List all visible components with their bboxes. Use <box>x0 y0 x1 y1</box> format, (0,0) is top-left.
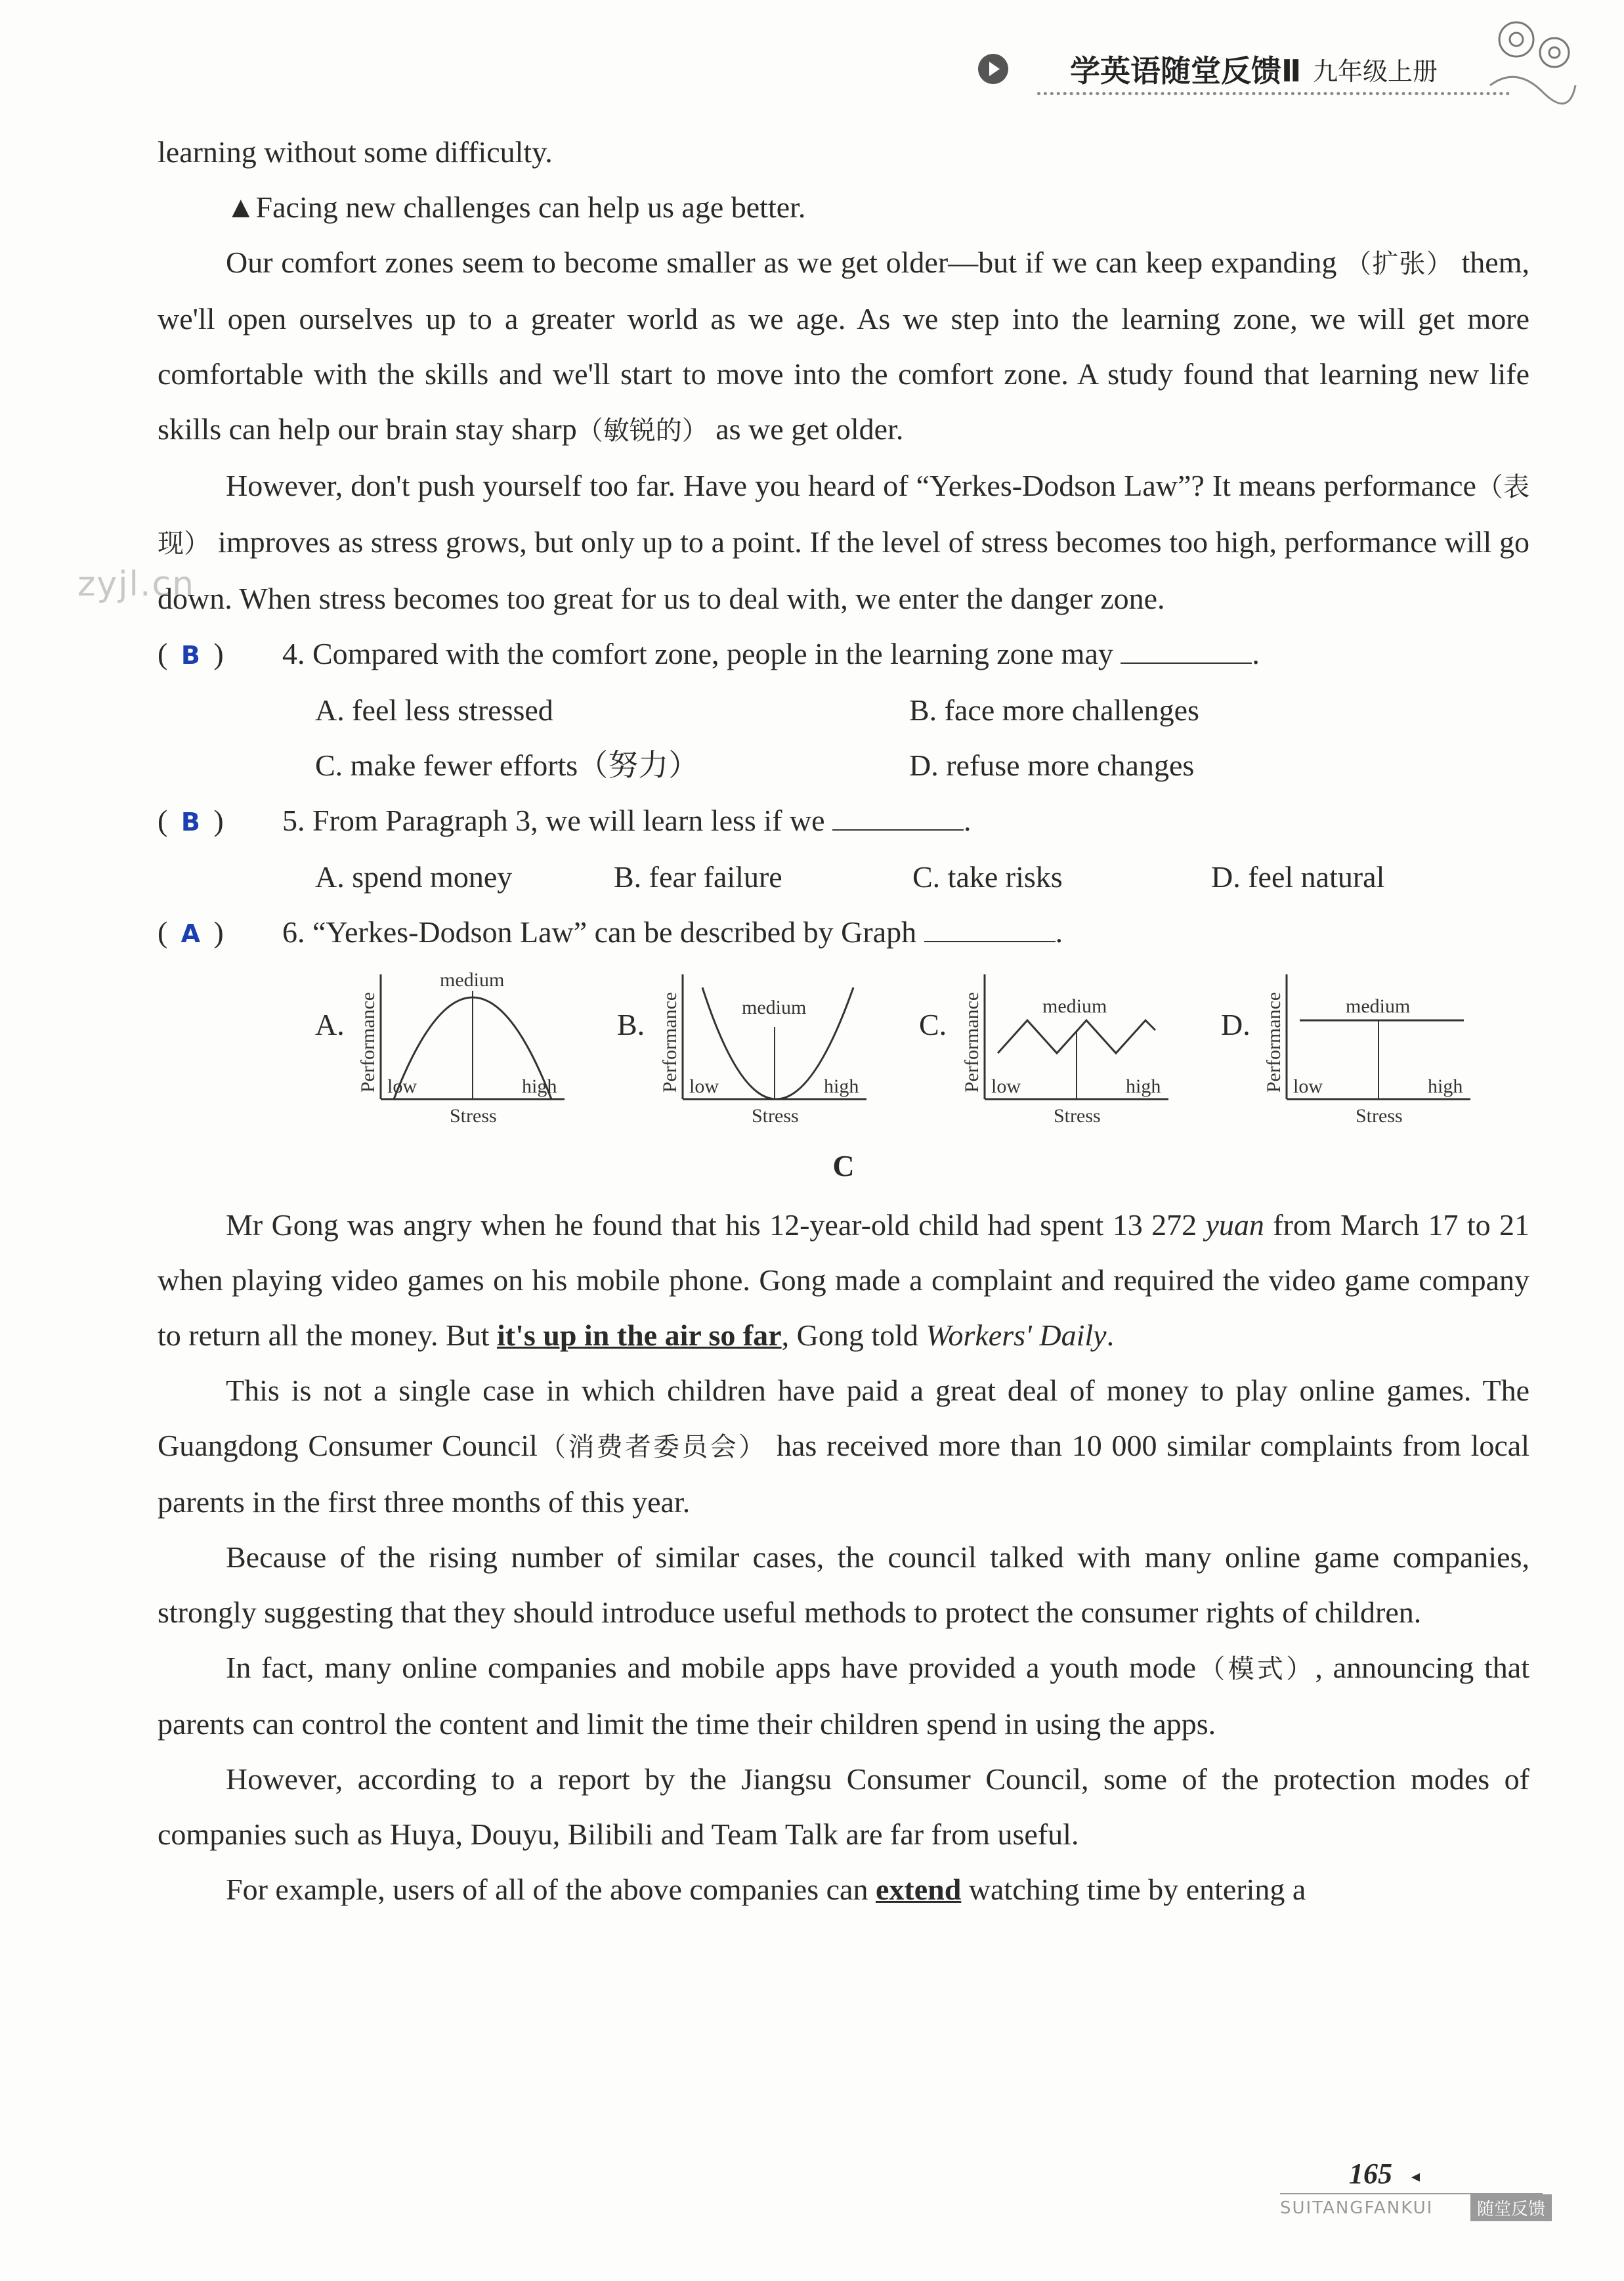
text-run: For example, users of all of the above companies can <box>226 1873 876 1906</box>
text-run: has received more than 10 000 similar complaints from local parents in the first three months of this year. <box>158 1429 1529 1519</box>
newspaper-name: Workers' Daily <box>926 1318 1107 1352</box>
high-label: high <box>824 1075 859 1097</box>
question-text: 5. From Paragraph 3, we will learn less if we . <box>282 804 972 837</box>
mid-label: medium <box>440 969 505 991</box>
question-4 <box>158 626 1529 683</box>
page-header <box>978 39 1549 112</box>
option: D. refuse more changes <box>909 749 1195 782</box>
graph-b-plot <box>656 968 866 1132</box>
underlined-phrase: it's up in the air so far <box>496 1318 782 1352</box>
answer-mark: B <box>181 808 200 836</box>
flower-decoration-icon <box>1477 7 1582 112</box>
question-6 <box>158 905 1529 961</box>
answer-mark: A <box>181 919 201 948</box>
option: C. take risks <box>912 860 1063 894</box>
low-label: low <box>387 1075 417 1097</box>
paragraph <box>158 1862 1529 1917</box>
underlined-word: extend <box>875 1873 962 1906</box>
mid-label: medium <box>1346 995 1411 1017</box>
text-run: Our comfort zones seem to become smaller as we get older—but if we can keep expanding <box>226 246 1346 279</box>
text-run: In fact, many online companies and mobile apps have provided a youth mode <box>226 1651 1197 1684</box>
text-run: as we get older. <box>708 412 904 446</box>
graph-xlabel: Stress <box>1054 1105 1101 1127</box>
graph-xlabel: Stress <box>752 1105 799 1127</box>
text-run: . <box>1106 1318 1115 1352</box>
grade-label: 九年级上册 <box>1313 57 1438 86</box>
graph-a-plot <box>354 968 565 1132</box>
option: B. face more challenges <box>909 693 1199 727</box>
low-label: low <box>1293 1075 1323 1097</box>
paragraph: However, according to a report by the Jiangsu Consumer Council, some of the protection modes of companies such as Huya, Douyu, Bilibili and Team Talk are far from useful. <box>158 1762 1529 1851</box>
option: A. feel less stressed <box>315 693 553 727</box>
chinese-gloss: （模式） <box>1196 1654 1315 1684</box>
graph-ylabel: Performance <box>357 991 379 1093</box>
text-run: them, we'll open ourselves up to a greater world as we age. As we step into the learning zone, we will get more comfortable with the skills and we'll start to move into the comfort zone. A study found that learning new life skills can help our brain stay sharp <box>158 246 1529 446</box>
header-dotted-divider <box>1037 92 1510 95</box>
chinese-gloss: （敏锐的） <box>576 416 708 446</box>
mid-label: medium <box>742 997 807 1018</box>
chinese-gloss: （扩张） <box>1345 249 1453 279</box>
text-run: improves as stress grows, but only up to a point. If the level of stress becomes too high, performance will go down. When stress becomes too great for us to deal with, we enter the danger zone. <box>158 525 1530 615</box>
option: D. feel natural <box>1211 860 1385 894</box>
question-text: 6. “Yerkes-Dodson Law” can be described by Graph . <box>282 915 1063 949</box>
page-content <box>158 125 1529 1917</box>
play-icon <box>978 54 1008 84</box>
italic-word: yuan <box>1205 1208 1264 1242</box>
graph-d <box>1221 968 1497 1139</box>
question-text: 4. Compared with the comfort zone, people in the learning zone may . <box>282 637 1260 670</box>
graph-letter: C. <box>919 1008 947 1041</box>
footer-badge: 随堂反馈 <box>1470 2194 1552 2221</box>
paragraph <box>158 458 1529 626</box>
arrow-left-icon: ◂ <box>1411 2167 1421 2186</box>
graph-letter: B. <box>617 1008 645 1041</box>
question-5 <box>158 793 1529 850</box>
answer-blank <box>832 803 964 831</box>
graph-xlabel: Stress <box>1356 1105 1403 1127</box>
chinese-gloss: （表现） <box>158 472 1529 559</box>
option: C. make fewer efforts（努力） <box>315 749 699 782</box>
graph-ylabel: Performance <box>659 991 681 1093</box>
section-heading: ▲Facing new challenges can help us age better. <box>226 190 806 224</box>
answer-bracket: ( B ) <box>158 793 282 850</box>
options-4 <box>315 683 1529 793</box>
graph-ylabel: Performance <box>961 991 983 1093</box>
graph-b <box>617 968 893 1139</box>
graph-xlabel: Stress <box>450 1105 497 1127</box>
graph-d-plot <box>1260 968 1470 1132</box>
footer-brand: SUITANGFANKUI <box>1280 2198 1434 2218</box>
paragraph <box>158 1198 1529 1363</box>
text-run: However, don't push yourself too far. Have you heard of “Yerkes-Dodson Law”? It means performance <box>226 469 1476 502</box>
answer-bracket: ( A ) <box>158 905 282 961</box>
option: A. spend money <box>315 860 513 894</box>
paragraph <box>158 1363 1529 1530</box>
answer-blank <box>1121 636 1252 664</box>
page-number: 165 <box>1349 2158 1392 2190</box>
book-title: 学英语随堂反馈Ⅱ <box>1070 53 1302 89</box>
section-c-heading: C <box>832 1149 855 1183</box>
answer-blank <box>924 915 1056 942</box>
text-run: , Gong told <box>781 1318 926 1352</box>
text-run: from March 17 to 21 when playing video games on his mobile phone. Gong made a complaint and required the video game company to return all the money. But <box>158 1208 1529 1352</box>
graph-c-plot <box>958 968 1168 1132</box>
paragraph <box>158 235 1529 458</box>
graph-a <box>315 968 591 1139</box>
high-label: high <box>1428 1075 1463 1097</box>
graph-ylabel: Performance <box>1263 991 1285 1093</box>
paragraph <box>158 1640 1529 1752</box>
low-label: low <box>689 1075 719 1097</box>
high-label: high <box>522 1075 557 1097</box>
paragraph: Because of the rising number of similar cases, the council talked with many online game companies, strongly suggesting that they should introduce useful methods to protect the consumer rights of children. <box>158 1540 1529 1629</box>
paragraph: learning without some difficulty. <box>158 135 553 169</box>
watermark-text: zyjl.cn <box>77 565 196 604</box>
graph-options <box>158 968 1529 1139</box>
graph-c <box>919 968 1195 1139</box>
answer-mark: B <box>181 641 200 670</box>
mid-label: medium <box>1042 995 1107 1017</box>
text-run: This is not a single case in which children have paid a great deal of money to play online games. The Guangdong Consumer Council <box>158 1374 1529 1462</box>
option: B. fear failure <box>614 860 782 894</box>
text-run: watching time by entering a <box>961 1873 1306 1906</box>
low-label: low <box>991 1075 1021 1097</box>
high-label: high <box>1126 1075 1161 1097</box>
answer-bracket: ( B ) <box>158 626 282 683</box>
chinese-gloss: （消费者委员会） <box>537 1432 767 1462</box>
text-run: Mr Gong was angry when he found that his 12-year-old child had spent 13 272 <box>226 1208 1206 1242</box>
graph-letter: A. <box>315 1008 345 1041</box>
options-5 <box>315 850 1529 905</box>
graph-letter: D. <box>1221 1008 1250 1041</box>
text-run: , announcing that parents can control the content and limit the time their children spend in using the apps. <box>158 1651 1529 1741</box>
